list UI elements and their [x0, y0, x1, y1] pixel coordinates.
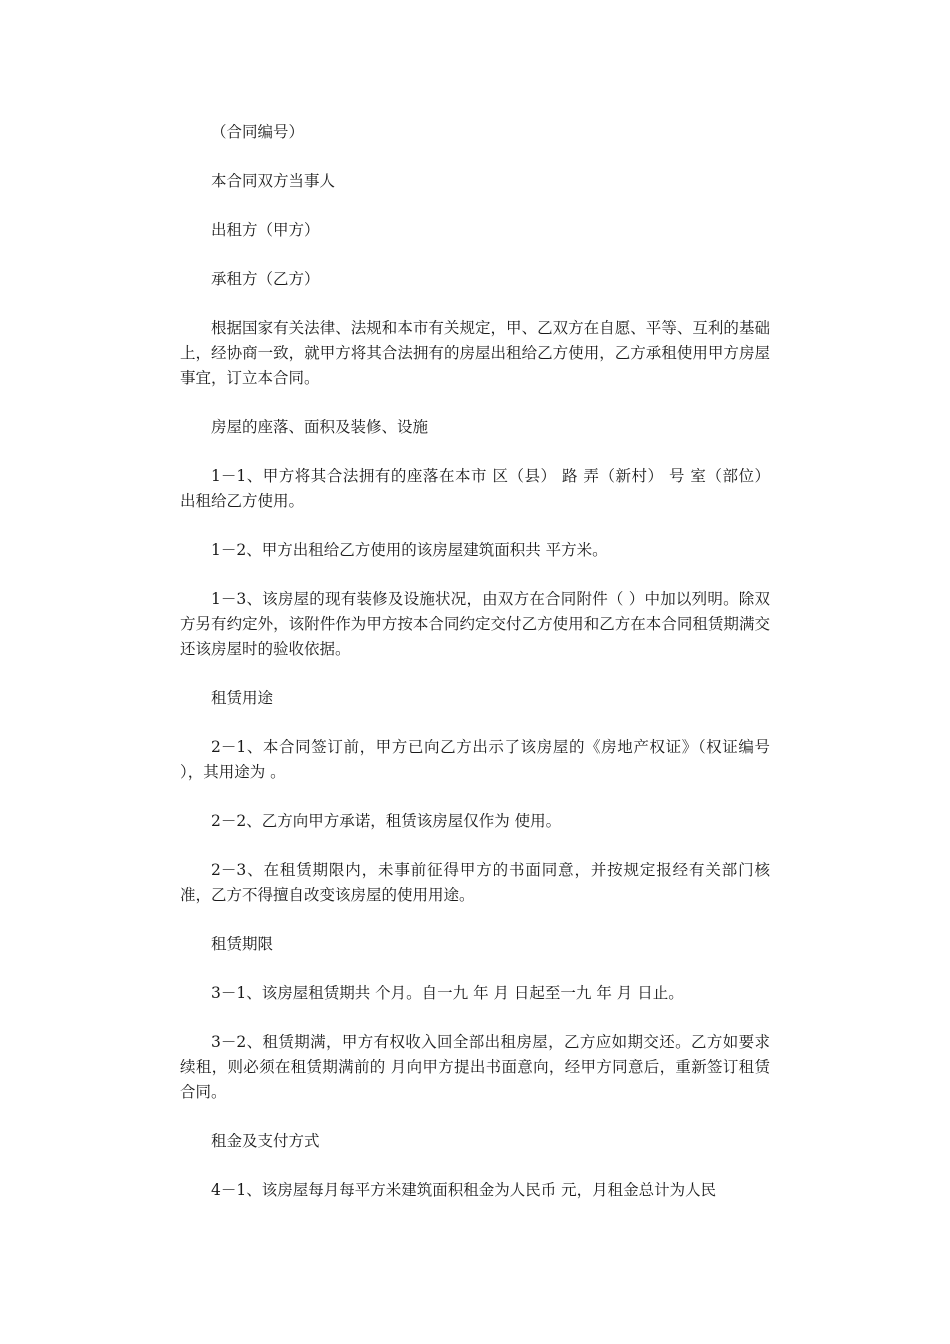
- lessor-line: 出租方（甲方）: [211, 221, 320, 239]
- contract-number: （合同编号）: [211, 123, 305, 141]
- clause-3-1: 3－1、该房屋租赁期共 个月。自一九 年 月 日起至一九 年 月 日止。: [211, 984, 684, 1002]
- section-heading-premises: 房屋的座落、面积及装修、设施: [211, 418, 429, 436]
- clause-1-2: 1－2、甲方出租给乙方使用的该房屋建筑面积共 平方米。: [211, 541, 608, 559]
- section-heading-usage: 租赁用途: [211, 689, 274, 707]
- clause-2-3: 2－3、在租赁期限内，未事前征得甲方的书面同意，并按规定报经有关部门核准，乙方不得擅自改变该房屋的使用用途。: [180, 861, 770, 904]
- preamble-paragraph: 根据国家有关法律、法规和本市有关规定，甲、乙双方在自愿、平等、互利的基础上，经协商一致，就甲方将其合法拥有的房屋出租给乙方使用，乙方承租使用甲方房屋事宜，订立本合同。: [180, 319, 770, 387]
- clause-4-1: 4－1、该房屋每月每平方米建筑面积租金为人民币 元，月租金总计为人民: [211, 1181, 717, 1199]
- lessee-line: 承租方（乙方）: [211, 270, 320, 288]
- clause-2-1: 2－1、本合同签订前，甲方已向乙方出示了该房屋的《房地产权证》（权证编号 ），其用途为 。: [180, 738, 770, 781]
- clause-3-2: 3－2、租赁期满，甲方有权收入回全部出租房屋，乙方应如期交还。乙方如要求续租，则必须在租赁期满前的 月向甲方提出书面意向，经甲方同意后，重新签订租赁合同。: [180, 1033, 770, 1101]
- section-heading-rent: 租金及支付方式: [211, 1132, 320, 1150]
- parties-heading: 本合同双方当事人: [211, 172, 336, 190]
- section-heading-term: 租赁期限: [211, 935, 274, 953]
- clause-1-3: 1－3、该房屋的现有装修及设施状况，由双方在合同附件（ ）中加以列明。除双方另有约定外，该附件作为甲方按本合同约定交付乙方使用和乙方在本合同租赁期满交还该房屋时的验收依据。: [180, 590, 770, 658]
- clause-2-2: 2－2、乙方向甲方承诺，租赁该房屋仅作为 使用。: [211, 812, 562, 830]
- contract-body: [180, 120, 770, 1227]
- clause-1-1: 1－1、甲方将其合法拥有的座落在本市 区（县） 路 弄（新村） 号 室（部位） 出租给乙方使用。: [180, 467, 770, 510]
